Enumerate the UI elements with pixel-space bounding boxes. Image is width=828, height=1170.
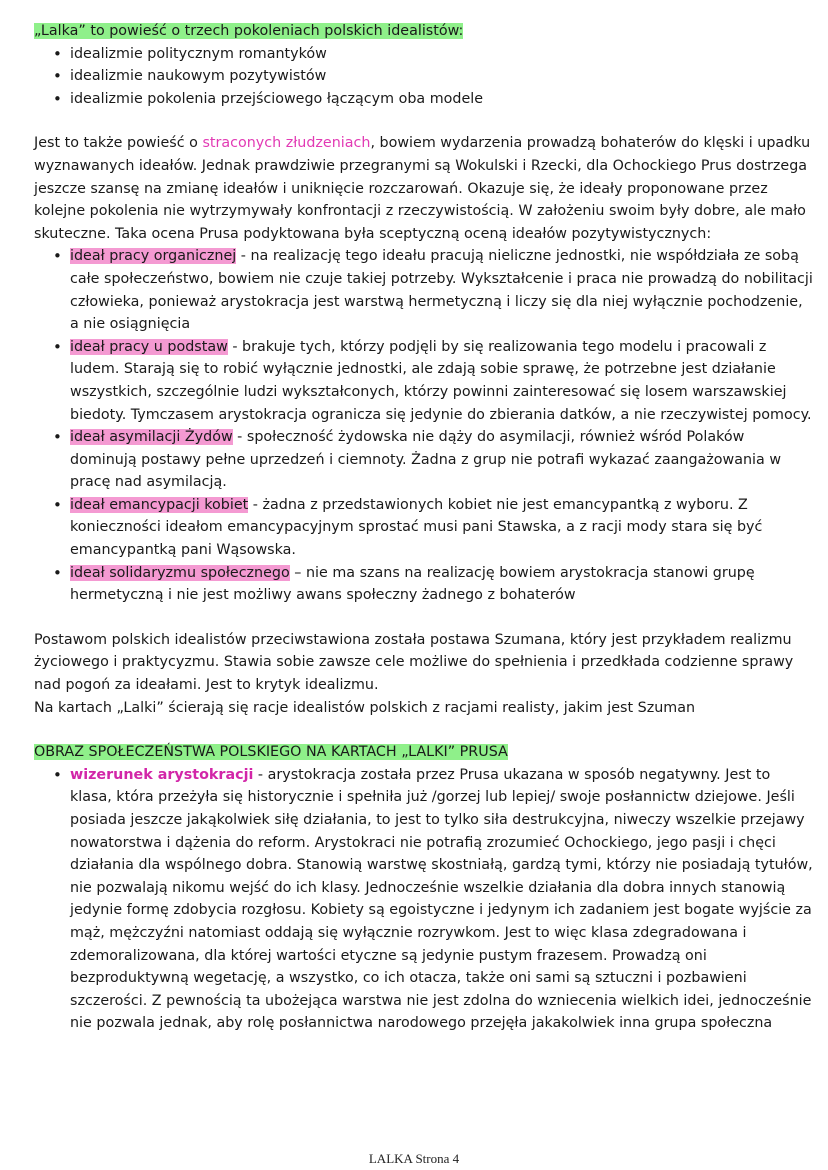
ideal-term: ideał pracy u podstaw (70, 338, 228, 355)
ideal-term: ideał pracy organicznej (70, 248, 237, 265)
paragraph-realista: Na kartach „Lalki” ścierają się racje idealistów polskich z racjami realisty, jakim jest Szuman (34, 699, 696, 716)
straconych-zludzeniach-highlight: straconych złudzeniach (202, 135, 371, 152)
ideal-term: ideał solidaryzmu społecznego (70, 564, 290, 581)
list-item: • ideał asymilacji Żydów - społeczność żydowska nie dąży do asymilacji, również wśród Polaków dominują postawy pełne uprzedzeń i ciemnoty. Żadna z grup nie potrafi wykazać zaangażowania w pracę nad asymilacją. (70, 426, 814, 494)
list-item: • idealizmie politycznym romantyków (70, 43, 814, 66)
list-item: • idealizmie naukowym pozytywistów (70, 65, 814, 88)
spoleczenstwo-list (34, 764, 814, 1035)
list-item: • ideał pracy organicznej - na realizację tego ideału pracują nieliczne jednostki, nie współdziała ze sobą całe społeczeństwo, bowiem nie czuje takiej potrzeby. Wykształcenie i praca nie prowadzą do nobilitacji człowieka, ponieważ arystokracja jest warstwą hermetyczną i liczy się dla niej wyłącznie pochodzenie, a nie osiągnięcia (70, 245, 814, 335)
section2-heading: OBRAZ SPOŁECZEŃSTWA POLSKIEGO NA KARTACH „LALKI” PRUSA (34, 744, 508, 761)
section1-heading: „Lalka” to powieść o trzech pokoleniach polskich idealistów: (34, 23, 464, 39)
ideal-term: ideał emancypacji kobiet (70, 496, 249, 513)
pokolenia-list (34, 43, 814, 111)
arystokracja-term: wizerunek arystokracji (70, 766, 254, 783)
list-item: • ideał pracy u podstaw - brakuje tych, którzy podjęli by się realizowania tego modelu i pracowali z ludem. Starają się to robić wyłącznie jednostki, ale zdają sobie sprawę, że potrzebne jest działanie wszystkich, szczególnie ludzi wykształconych, którzy powinni zainteresować się losem warszawskiej biedoty. Tymczasem arystokracja ogranicza się jedynie do zbierania datków, a nie rzeczywistej pomocy. (70, 336, 814, 426)
list-item: • idealizmie pokolenia przejściowego łączącym oba modele (70, 88, 814, 111)
document-page (34, 20, 814, 1035)
paragraph-zludzenia: Jest to także powieść o straconych złudzeniach, bowiem wydarzenia prowadzą bohaterów do klęski i upadku wyznawanych ideałów. Jednak prawdziwie przegranymi są Wokulski i Rzecki, dla Ochockiego Prus dostrzega jeszcze szansę na zmianę ideałów i uniknięcie rozczarowań. Okazuje się, że ideały proponowane przez kolejne pokolenia nie wytrzymywały konfrontacji z rzeczywistością. W założeniu swoim były dobre, ale mało skuteczne. Taka ocena Prusa podyktowana była sceptyczną oceną ideałów pozytywistycznych: (34, 135, 811, 242)
page-footer: LALKA Strona 4 (368, 1151, 460, 1166)
ideals-list (34, 245, 814, 607)
ideal-term: ideał asymilacji Żydów (70, 429, 233, 446)
list-item: • ideał solidaryzmu społecznego – nie ma szans na realizację bowiem arystokracja stanowi grupę hermetyczną i nie jest możliwy awans społeczny żadnego z bohaterów (70, 562, 814, 607)
paragraph-szuman: Postawom polskich idealistów przeciwstawiona została postawa Szumana, który jest przykładem realizmu życiowego i praktycyzmu. Stawia sobie zawsze cele możliwe do spełnienia i przedkłada codzienne sprawy nad pogoń za ideałami. Jest to krytyk idealizmu. (34, 631, 794, 694)
list-item: • ideał emancypacji kobiet - żadna z przedstawionych kobiet nie jest emancypantką z wyboru. Z konieczności ideałom emancypacyjnym sprostać musi pani Stawska, a z racji mody stara się być emancypantką pani Wąsowska. (70, 494, 814, 562)
list-item: • wizerunek arystokracji - arystokracja została przez Prusa ukazana w sposób negatywny. Jest to klasa, która przeżyła się historycznie i spełniła już /gorzej lub lepiej/ swoje posłannictw dziejowe. Jeśli posiada jeszcze jakąkolwiek siłę działania, to jest to tylko siła destrukcyjna, niweczy wszelkie przejawy nowatorstwa i dążenia do reform. Arystokraci nie potrafią zrozumieć Ochockiego, jego pasji i chęci działania dla wspólnego dobra. Stanowią warstwę skostniałą, gardzą tymi, którzy nie posiadają tytułów, nie pozwalają nikomu wejść do ich klasy. Jednocześnie wszelkie działania dla dobra innych stanowią jedynie formę zdobycia rozgłosu. Kobiety są egoistyczne i jedynym ich zadaniem jest bogate wyjście za mąż, mężczyźni natomiast oddają się wyłącznie rozrywkom. Jest to więc klasa zdegradowana i zdemoralizowana, dla której wartości etyczne są jedynie pustym frazesem. Prowadzą oni bezproduktywną wegetację, a wszystko, co ich otacza, także oni sami są sztuczni i pozbawieni szczerości. Z pewnością ta ubożejąca warstwa nie jest zdolna do wzniecenia wielkich idei, jednocześnie nie pozwala jednak, aby rolę posłannictwa narodowego przejęła jakakolwiek inna grupa społeczna (70, 764, 814, 1035)
